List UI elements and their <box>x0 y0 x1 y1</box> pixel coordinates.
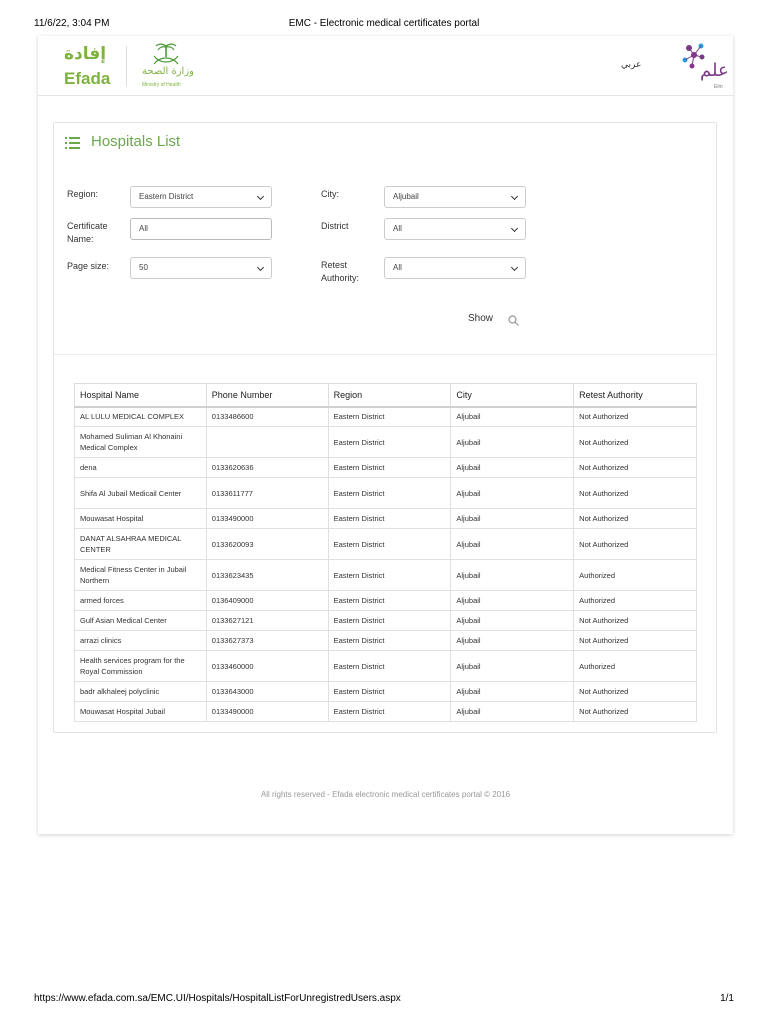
cell-region: Eastern District <box>328 407 451 427</box>
cell-city: Aljubail <box>451 611 574 631</box>
cell-hospital-name: Gulf Asian Medical Center <box>75 611 207 631</box>
cell-phone-number: 0133623435 <box>206 560 328 591</box>
cell-region: Eastern District <box>328 529 451 560</box>
efada-logo[interactable] <box>64 44 124 90</box>
table-row <box>75 591 697 611</box>
city-select-value: Aljubail <box>393 192 419 201</box>
page-size-select[interactable] <box>130 257 272 279</box>
table-row <box>75 651 697 682</box>
cell-hospital-name: AL LULU MEDICAL COMPLEX <box>75 407 207 427</box>
table-row <box>75 427 697 458</box>
certificate-name-input-value: All <box>139 224 148 233</box>
cell-city: Aljubail <box>451 509 574 529</box>
cell-phone-number: 0133643000 <box>206 682 328 702</box>
cell-phone-number: 0133490000 <box>206 702 328 722</box>
moh-logo-arabic: وزارة الصحة <box>142 66 194 77</box>
portal-page <box>38 36 733 834</box>
district-select[interactable] <box>384 218 526 240</box>
cell-region: Eastern District <box>328 591 451 611</box>
page-size-select-value: 50 <box>139 263 148 272</box>
cell-phone-number: 0133627373 <box>206 631 328 651</box>
cell-city: Aljubail <box>451 529 574 560</box>
elm-logo-arabic: علم <box>700 60 729 81</box>
certificate-name-label-line1: Certificate <box>67 221 108 231</box>
list-icon <box>65 137 80 149</box>
table-row <box>75 509 697 529</box>
cell-city: Aljubail <box>451 407 574 427</box>
cell-hospital-name: dena <box>75 458 207 478</box>
table-row <box>75 407 697 427</box>
page-title: Hospitals List <box>91 133 181 150</box>
cell-retest-authority: Not Authorized <box>574 611 697 631</box>
retest-authority-select-value: All <box>393 263 402 272</box>
cell-retest-authority: Authorized <box>574 651 697 682</box>
print-url: https://www.efada.com.sa/EMC.UI/Hospitals/HospitalListForUnregistredUsers.aspx <box>34 993 401 1004</box>
column-header-retest-authority[interactable]: Retest Authority <box>574 384 697 407</box>
cell-region: Eastern District <box>328 427 451 458</box>
column-header-city[interactable]: City <box>451 384 574 407</box>
cell-retest-authority: Not Authorized <box>574 631 697 651</box>
cell-phone-number: 0133620093 <box>206 529 328 560</box>
hospitals-table <box>74 383 697 722</box>
column-header-region[interactable]: Region <box>328 384 451 407</box>
elm-logo <box>678 42 730 94</box>
table-row <box>75 560 697 591</box>
cell-hospital-name: armed forces <box>75 591 207 611</box>
ministry-of-health-logo <box>138 42 194 92</box>
cell-retest-authority: Not Authorized <box>574 529 697 560</box>
cell-hospital-name: DANAT ALSAHRAA MEDICAL CENTER <box>75 529 207 560</box>
cell-phone-number: 0133611777 <box>206 478 328 509</box>
cell-phone-number: 0136409000 <box>206 591 328 611</box>
cell-region: Eastern District <box>328 560 451 591</box>
print-page-number: 1/1 <box>720 993 734 1004</box>
cell-retest-authority: Not Authorized <box>574 478 697 509</box>
table-row <box>75 631 697 651</box>
print-footer <box>34 993 734 1007</box>
table-row <box>75 611 697 631</box>
cell-city: Aljubail <box>451 458 574 478</box>
efada-logo-english: Efada <box>64 69 111 88</box>
cell-region: Eastern District <box>328 702 451 722</box>
cell-phone-number: 0133460000 <box>206 651 328 682</box>
cell-retest-authority: Authorized <box>574 591 697 611</box>
cell-phone-number: 0133490000 <box>206 509 328 529</box>
cell-retest-authority: Authorized <box>574 560 697 591</box>
cell-hospital-name: Medical Fitness Center in Jubail Northern <box>75 560 207 591</box>
cell-hospital-name: Health services program for the Royal Commission <box>75 651 207 682</box>
table-row <box>75 529 697 560</box>
certificate-name-input[interactable] <box>130 218 272 240</box>
cell-hospital-name: Shifa Al Jubail Medicail Center <box>75 478 207 509</box>
cell-city: Aljubail <box>451 560 574 591</box>
cell-hospital-name: Mouwasat Hospital Jubail <box>75 702 207 722</box>
cell-hospital-name: arrazi clinics <box>75 631 207 651</box>
cell-region: Eastern District <box>328 631 451 651</box>
cell-city: Aljubail <box>451 702 574 722</box>
hospitals-list-panel <box>53 122 717 733</box>
table-header-row <box>75 384 697 407</box>
table-row <box>75 702 697 722</box>
show-button-label: Show <box>468 313 494 324</box>
print-header <box>34 18 734 32</box>
cell-phone-number <box>206 427 328 458</box>
cell-phone-number: 0133620636 <box>206 458 328 478</box>
print-date: 11/6/22, 3:04 PM <box>34 18 110 29</box>
show-button[interactable] <box>468 311 524 329</box>
cell-city: Aljubail <box>451 631 574 651</box>
cell-retest-authority: Not Authorized <box>574 702 697 722</box>
cell-retest-authority: Not Authorized <box>574 458 697 478</box>
column-header-hospital-name[interactable]: Hospital Name <box>75 384 207 407</box>
cell-region: Eastern District <box>328 682 451 702</box>
region-select[interactable] <box>130 186 272 208</box>
column-header-phone-number[interactable]: Phone Number <box>206 384 328 407</box>
table-body <box>75 407 697 722</box>
efada-logo-arabic: إفادة <box>64 44 107 64</box>
elm-logo-english: Elm <box>714 84 723 90</box>
table-row <box>75 682 697 702</box>
retest-authority-label-line1: Retest <box>321 260 348 270</box>
cell-city: Aljubail <box>451 682 574 702</box>
city-label: City: <box>321 189 339 199</box>
print-title: EMC - Electronic medical certificates portal <box>288 18 480 29</box>
cell-region: Eastern District <box>328 651 451 682</box>
table-row <box>75 458 697 478</box>
city-select[interactable] <box>384 186 526 208</box>
cell-retest-authority: Not Authorized <box>574 427 697 458</box>
palm-swords-icon <box>148 42 184 66</box>
cell-hospital-name: Mouwasat Hospital <box>75 509 207 529</box>
cell-city: Aljubail <box>451 478 574 509</box>
cell-city: Aljubail <box>451 427 574 458</box>
top-navbar <box>38 36 733 96</box>
cell-city: Aljubail <box>451 651 574 682</box>
retest-authority-label <box>321 259 359 285</box>
cell-region: Eastern District <box>328 478 451 509</box>
cell-retest-authority: Not Authorized <box>574 407 697 427</box>
cell-city: Aljubail <box>451 591 574 611</box>
cell-retest-authority: Not Authorized <box>574 509 697 529</box>
table-row <box>75 478 697 509</box>
search-icon <box>508 315 519 326</box>
page-size-label: Page size: <box>67 261 110 271</box>
region-label: Region: <box>67 189 99 199</box>
cell-hospital-name: badr alkhaleej polyclinic <box>75 682 207 702</box>
cell-region: Eastern District <box>328 611 451 631</box>
region-select-value: Eastern District <box>139 192 194 201</box>
language-toggle-link[interactable]: عربي <box>621 60 642 70</box>
cell-phone-number: 0133627121 <box>206 611 328 631</box>
copyright-footer: All rights reserved - Efada electronic medical certificates portal © 2016 <box>260 790 511 799</box>
cell-hospital-name: Mohamed Suliman Al Khonaini Medical Complex <box>75 427 207 458</box>
logo-divider <box>126 46 127 86</box>
cell-region: Eastern District <box>328 458 451 478</box>
panel-divider <box>54 354 716 355</box>
moh-logo-english: Ministry of Health <box>142 82 181 88</box>
certificate-name-label <box>67 220 108 246</box>
retest-authority-label-line2: Authority: <box>321 273 360 283</box>
district-label: District <box>321 221 349 231</box>
cell-retest-authority: Not Authorized <box>574 682 697 702</box>
retest-authority-select[interactable] <box>384 257 526 279</box>
cell-phone-number: 0133486600 <box>206 407 328 427</box>
district-select-value: All <box>393 224 402 233</box>
certificate-name-label-line2: Name: <box>67 234 94 244</box>
cell-region: Eastern District <box>328 509 451 529</box>
